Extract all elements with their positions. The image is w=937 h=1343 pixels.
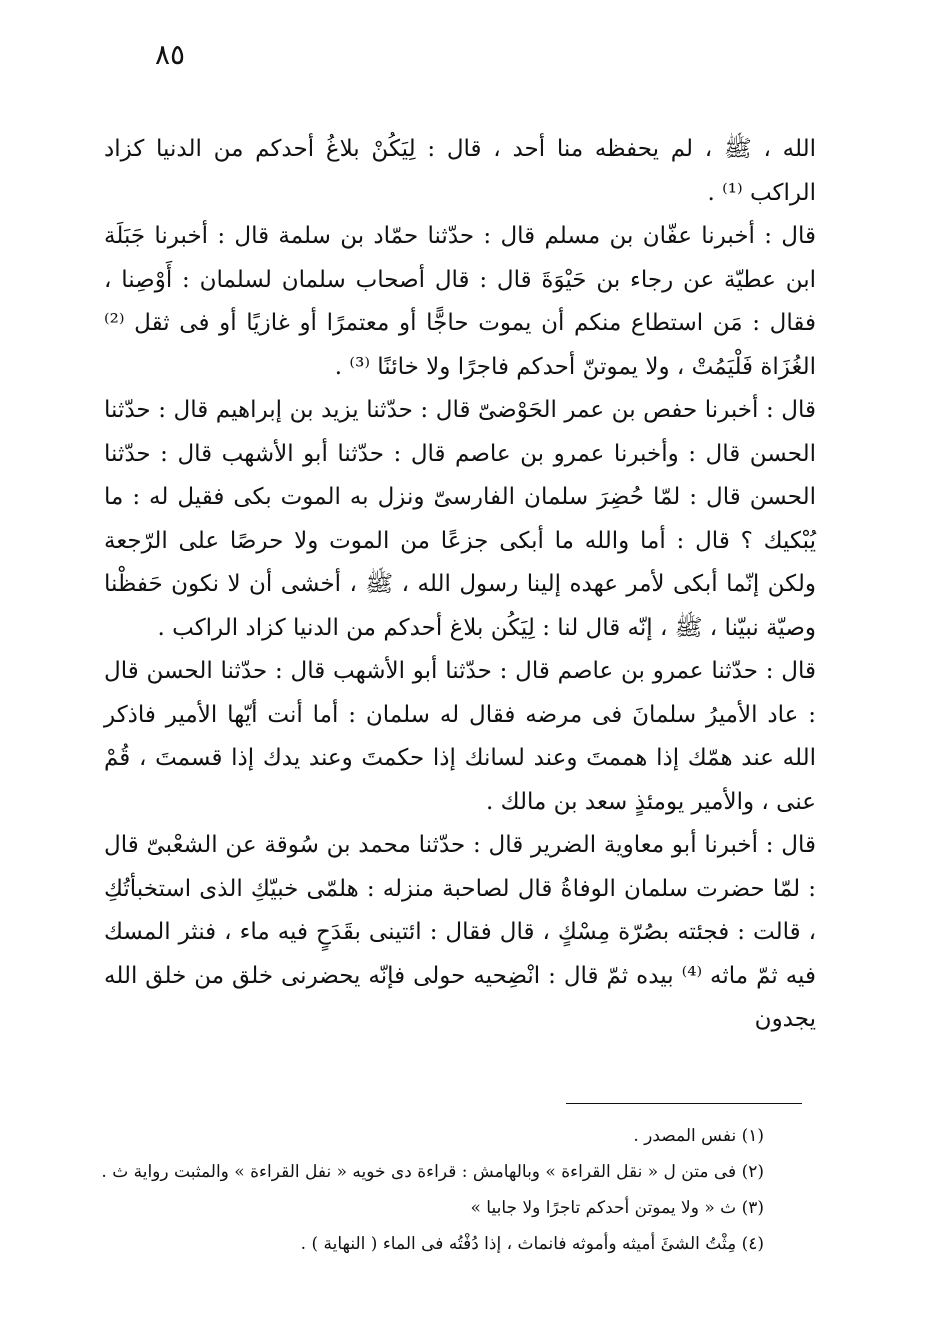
footnote: (٤) مِثْتُ الشئَ أميثه وأموثه فانماث ، إذا دُفْتُه فى الماء ( النهاية ) . bbox=[300, 1234, 764, 1254]
paragraph: قال : أخبرنا أبو معاوية الضرير قال : حدّثنا محمد بن سُوقة عن الشعْبىّ قال : لمّا حضرت سلمان الوفاةُ قال لصاحبة منزله : هلمّى خبيّكِ الذى استخبأتُكِ ، قالت : فجئته بصُرّة مِسْكٍ ، قال فقال : ائتينى بقَدَحٍ فيه ماء ، فنثر المسك فيه ثمّ ماثه ⁽⁴⁾ بيده ثمّ قال : انْضِحيه حولى فإنّه يحضرنى خلق من خلق الله يجدون bbox=[104, 832, 816, 1032]
footnotes bbox=[101, 1118, 764, 1262]
paragraph: قال : حدّثنا عمرو بن عاصم قال : حدّثنا أبو الأشهب قال : حدّثنا الحسن قال : عاد الأميرُ سلمانَ فى مرضه فقال له سلمان : أما أنت أيّها الأمير فاذكر الله عند همّك إذا هممتَ وعند لسانك إذا حكمتَ وعند يدك إذا قسمتَ ، قُمْ عنى ، والأمير يومئذٍ سعد بن مالك . bbox=[104, 658, 816, 815]
footnote: (١) نفس المصدر . bbox=[633, 1126, 764, 1146]
main-text bbox=[104, 128, 816, 1042]
paragraph: الله ، ﷺ ، لم يحفظه منا أحد ، قال : لِيَكُنْ بلاغُ أحدكم من الدنيا كزاد الراكب ⁽¹⁾ . bbox=[104, 136, 816, 206]
paragraph: قال : أخبرنا حفص بن عمر الحَوْضىّ قال : حدّثنا يزيد بن إبراهيم قال : حدّثنا الحسن قال : وأخبرنا عمرو بن عاصم قال : حدّثنا أبو الأشهب قال : حدّثنا الحسن قال : لمّا حُضِرَ سلمان الفارسىّ ونزل به الموت بكى فقيل له : ما يُبْكيك ؟ قال : أما والله ما أبكى جزعًا من الموت ولا حرصًا على الرّجعة ولكن إنّما أبكى لأمر عهده إلينا رسول الله ، ﷺ ، أخشى أن لا نكون حَفظْنا وصيّة نبيّنا ، ﷺ ، إنّه قال لنا : لِيَكُن بلاغ أحدكم من الدنيا كزاد الراكب . bbox=[104, 397, 816, 641]
footnote: (٣) ث « ولا يموتن أحدكم تاجرًا ولا جابيا » bbox=[470, 1198, 764, 1218]
page-number: ٨٥ bbox=[154, 38, 186, 71]
paragraph: قال : أخبرنا عفّان بن مسلم قال : حدّثنا حمّاد بن سلمة قال : أخبرنا جَبَلَة ابن عطيّة عن رجاء بن حَيْوَةَ قال : قال أصحاب سلمان لسلمان : أَوْصِنا ، فقال : مَن استطاع منكم أن يموت حاجًّا أو معتمرًا أو غازيًا أو فى ثقل ⁽²⁾ الغُزَاة فَلْيَمُتْ ، ولا يموتنّ أحدكم فاجرًا ولا خائنًا ⁽³⁾ . bbox=[104, 223, 817, 380]
footnote: (٢) فى متن ل « نقل القراءة » وبالهامش : قراءة دى خويه « نفل القراءة » والمثبت رواية ث . bbox=[101, 1162, 764, 1182]
footnote-divider bbox=[566, 1103, 802, 1104]
